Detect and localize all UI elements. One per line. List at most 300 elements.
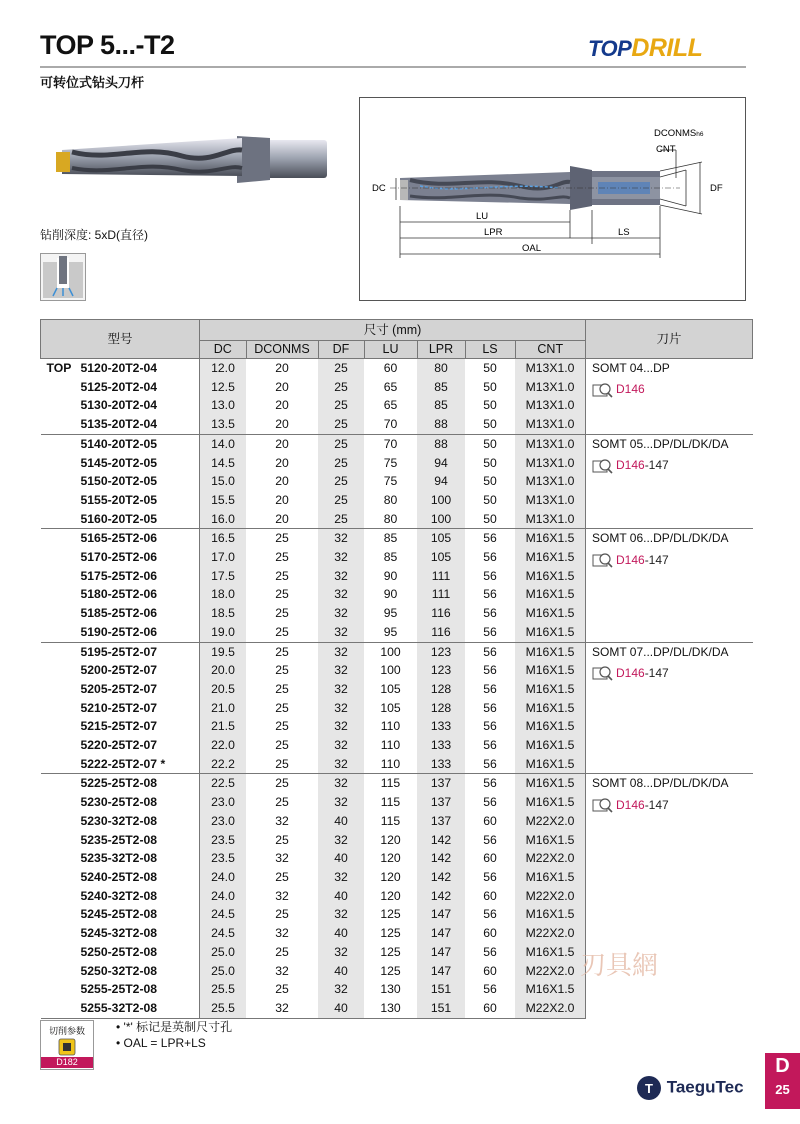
cell-cnt: M16X1.5 xyxy=(515,661,586,680)
cell-df: 32 xyxy=(318,642,364,661)
model-code: 5235-25T2-08 xyxy=(80,832,158,847)
cell-cnt: M16X1.5 xyxy=(515,717,586,736)
cell-ls: 50 xyxy=(483,455,497,470)
model-code: 5225-25T2-08 xyxy=(80,776,158,791)
model-cell xyxy=(41,793,200,812)
model-cell xyxy=(41,699,200,718)
model-cell xyxy=(41,510,200,529)
cell-cnt: M22X2.0 xyxy=(515,924,586,943)
cell-ls: 60 xyxy=(483,888,497,903)
cell-cnt: M16X1.5 xyxy=(515,736,586,755)
cell-lpr: 147 xyxy=(417,962,465,981)
model-code: 5190-25T2-06 xyxy=(80,624,158,639)
section-letter: D xyxy=(775,1055,790,1077)
taegutec-emblem-icon xyxy=(636,1075,662,1101)
cell-df: 25 xyxy=(318,378,364,397)
cell-cnt: M13X1.0 xyxy=(515,396,586,415)
column-header-dconms: DCONMS xyxy=(246,341,318,359)
brand-top: TOP xyxy=(588,36,632,61)
cell-lpr: 137 xyxy=(417,812,465,831)
cell-dconms: 25 xyxy=(275,795,289,810)
cell-ls: 60 xyxy=(465,999,515,1018)
model-code: 5130-20T2-04 xyxy=(80,398,158,413)
topdrill-logo xyxy=(588,34,702,63)
cell-dc: 12.5 xyxy=(200,378,247,397)
model-code: 5230-32T2-08 xyxy=(80,813,158,828)
cell-lu: 120 xyxy=(380,888,401,903)
cell-ls: 50 xyxy=(483,379,497,394)
cell-lu: 115 xyxy=(380,795,401,810)
insert-ref[interactable] xyxy=(592,793,753,817)
cell-cnt: M16X1.5 xyxy=(515,680,586,699)
cell-dc: 22.5 xyxy=(200,774,247,793)
cell-dconms: 25 xyxy=(275,606,289,621)
cell-lpr: 151 xyxy=(417,999,465,1018)
cell-cnt: M13X1.0 xyxy=(515,359,586,378)
cell-lpr: 88 xyxy=(417,434,465,453)
cell-dc: 12.0 xyxy=(200,359,247,378)
insert-ref[interactable] xyxy=(592,661,753,685)
insert-ref[interactable] xyxy=(592,548,753,572)
cell-df: 32 xyxy=(318,680,364,699)
cell-df: 32 xyxy=(318,755,364,774)
cell-dc: 21.0 xyxy=(200,699,247,718)
cell-lpr: 111 xyxy=(417,585,465,604)
cell-dc: 20.0 xyxy=(200,661,247,680)
cell-lpr: 137 xyxy=(417,793,465,812)
cell-lpr: 105 xyxy=(417,548,465,567)
cutting-params-box xyxy=(40,1020,94,1070)
cell-lpr: 142 xyxy=(417,831,465,850)
model-cell xyxy=(41,755,200,774)
cell-lpr: 123 xyxy=(417,661,465,680)
cell-dconms: 20 xyxy=(275,474,289,489)
magnifier-book-icon xyxy=(592,382,614,398)
cell-lpr: 116 xyxy=(417,623,465,642)
brand-drill: DRILL xyxy=(631,34,703,62)
insert-name: SOMT 04...DP xyxy=(592,361,670,375)
cell-lu: 75 xyxy=(383,474,398,489)
cell-dc: 19.0 xyxy=(200,623,247,642)
cell-cnt: M16X1.5 xyxy=(515,548,586,567)
cell-df: 32 xyxy=(318,548,364,567)
cell-dc: 18.0 xyxy=(200,585,247,604)
cell-lu: 80 xyxy=(383,511,398,526)
cell-lpr: 80 xyxy=(417,359,465,378)
model-code: 5240-25T2-08 xyxy=(80,869,158,884)
cell-dc: 16.0 xyxy=(200,510,247,529)
cell-df: 40 xyxy=(318,962,364,981)
cell-dc: 22.0 xyxy=(200,736,247,755)
model-cell xyxy=(41,491,200,510)
label-oal: OAL xyxy=(522,243,542,254)
cell-dconms: 25 xyxy=(246,774,318,793)
cell-ls: 56 xyxy=(483,663,497,678)
drilling-depth-note: 钻削深度: 5xD(直径) xyxy=(40,228,149,242)
cell-lu: 115 xyxy=(380,813,401,828)
cell-lu: 130 xyxy=(364,999,417,1018)
model-code: 5150-20T2-05 xyxy=(80,474,158,489)
cell-df: 32 xyxy=(318,905,364,924)
cell-dconms: 25 xyxy=(246,529,318,548)
model-code: 5220-25T2-07 xyxy=(80,738,158,753)
cell-ls: 56 xyxy=(483,700,497,715)
cell-dconms: 25 xyxy=(275,756,289,771)
cell-lpr: 111 xyxy=(417,567,465,586)
model-cell xyxy=(41,548,200,567)
cell-cnt: M16X1.5 xyxy=(515,905,586,924)
cell-lpr: 133 xyxy=(417,736,465,755)
cell-lu: 85 xyxy=(383,550,398,565)
model-code: 5185-25T2-06 xyxy=(80,606,158,621)
cell-lu: 80 xyxy=(383,492,398,507)
cell-df: 32 xyxy=(318,736,364,755)
insert-icon xyxy=(56,152,70,172)
model-code: 5255-32T2-08 xyxy=(80,1000,158,1015)
cell-dc: 25.0 xyxy=(200,943,247,962)
model-code: 5215-25T2-07 xyxy=(80,719,158,734)
cell-dc: 25.0 xyxy=(200,962,247,981)
model-cell xyxy=(41,924,200,943)
insert-ref-range: -147 xyxy=(644,797,669,812)
insert-ref[interactable] xyxy=(592,378,753,402)
cell-dconms: 32 xyxy=(275,851,289,866)
label-lpr: LPR xyxy=(484,227,503,238)
cell-dc: 23.5 xyxy=(200,849,247,868)
cell-lu: 75 xyxy=(383,455,398,470)
cell-dconms: 25 xyxy=(275,832,289,847)
cell-lu: 60 xyxy=(383,361,398,375)
model-code: 5235-32T2-08 xyxy=(80,851,158,866)
cell-dc: 24.5 xyxy=(200,905,247,924)
cell-dconms: 25 xyxy=(275,869,289,884)
dimension-diagram xyxy=(359,97,746,301)
cell-df: 32 xyxy=(318,604,364,623)
cell-df: 40 xyxy=(318,849,364,868)
cell-dc: 14.0 xyxy=(200,434,247,453)
column-header-dc: DC xyxy=(200,341,247,359)
label-ls: LS xyxy=(618,227,630,238)
cell-lu: 110 xyxy=(380,756,401,771)
cell-cnt: M16X1.5 xyxy=(515,774,586,793)
cell-dc: 13.5 xyxy=(200,415,247,434)
model-code: 5250-25T2-08 xyxy=(80,944,158,959)
cell-df: 32 xyxy=(318,793,364,812)
cell-lu: 130 xyxy=(380,982,401,997)
cell-lpr: 94 xyxy=(417,472,465,491)
model-code: 5135-20T2-04 xyxy=(80,417,158,432)
cell-df: 32 xyxy=(318,567,364,586)
cell-lu: 95 xyxy=(383,624,398,639)
model-cell xyxy=(41,434,200,453)
model-cell xyxy=(41,567,200,586)
cell-ls: 50 xyxy=(483,417,497,432)
cell-ls: 56 xyxy=(483,832,497,847)
page-title: TOP 5...-T2 xyxy=(40,30,175,60)
model-code: 5255-25T2-08 xyxy=(80,982,158,997)
model-cell xyxy=(41,831,200,850)
cell-ls: 56 xyxy=(483,738,497,753)
cell-ls: 56 xyxy=(483,907,497,922)
cell-df: 32 xyxy=(318,717,364,736)
cell-dconms: 20 xyxy=(275,511,289,526)
insert-ref-range: -147 xyxy=(644,458,669,473)
model-code: 5195-25T2-07 xyxy=(80,644,158,659)
cell-ls: 56 xyxy=(483,606,497,621)
label-df: DF xyxy=(710,183,723,194)
cell-df: 25 xyxy=(318,491,364,510)
cell-dconms: 32 xyxy=(275,888,289,903)
cell-dconms: 20 xyxy=(275,379,289,394)
cell-dc: 21.5 xyxy=(200,717,247,736)
insert-ref-range: -147 xyxy=(644,665,669,680)
model-cell xyxy=(41,774,200,793)
model-cell xyxy=(41,472,200,491)
taegutec-logo xyxy=(636,1075,744,1101)
cell-df: 32 xyxy=(318,943,364,962)
model-code: 5160-20T2-05 xyxy=(80,511,158,526)
insert-ref[interactable] xyxy=(592,454,753,478)
cell-dconms: 20 xyxy=(275,361,289,375)
cell-lu: 125 xyxy=(380,907,401,922)
cell-ls: 56 xyxy=(483,869,497,884)
cell-lpr: 128 xyxy=(417,699,465,718)
cell-lpr: 151 xyxy=(417,980,465,999)
watermark: 刃具網 xyxy=(580,950,659,980)
cell-df: 32 xyxy=(318,623,364,642)
cell-cnt: M16X1.5 xyxy=(515,755,586,774)
insert-ref-code: D146 xyxy=(616,458,645,473)
model-code: 5230-25T2-08 xyxy=(80,795,158,810)
cell-dc: 17.5 xyxy=(200,567,247,586)
cell-dconms: 20 xyxy=(275,398,289,413)
cell-cnt: M13X1.0 xyxy=(515,510,586,529)
cell-cnt: M16X1.5 xyxy=(515,793,586,812)
cell-dc: 13.0 xyxy=(200,396,247,415)
note-imperial: • '*' 标记是英制尺寸孔 xyxy=(116,1020,233,1034)
insert-ref-range: -147 xyxy=(644,552,669,567)
cell-lu: 110 xyxy=(380,719,401,734)
header-insert: 刀片 xyxy=(586,320,753,359)
cell-lpr: 88 xyxy=(417,415,465,434)
header-dims: 尺寸 (mm) xyxy=(200,320,586,341)
cell-df: 40 xyxy=(318,999,364,1018)
cell-cnt: M16X1.5 xyxy=(515,585,586,604)
cell-lpr: 147 xyxy=(417,905,465,924)
cell-ls: 50 xyxy=(483,511,497,526)
table-row xyxy=(41,642,753,661)
cell-cnt: M13X1.0 xyxy=(515,434,586,453)
model-code: 5245-32T2-08 xyxy=(80,926,158,941)
table-row xyxy=(41,529,753,548)
cell-dconms: 20 xyxy=(275,492,289,507)
model-code: 5145-20T2-05 xyxy=(80,455,158,470)
cell-cnt: M22X2.0 xyxy=(515,887,586,906)
cell-df: 32 xyxy=(318,661,364,680)
cell-cnt: M16X1.5 xyxy=(515,529,586,548)
magnifier-book-icon xyxy=(592,552,614,568)
cell-dc: 17.0 xyxy=(200,548,247,567)
drill-tool-photo xyxy=(52,128,332,198)
insert-ref-code: D146 xyxy=(616,797,645,812)
cell-lu: 120 xyxy=(380,869,401,884)
table-row xyxy=(41,359,753,378)
label-dc: DC xyxy=(372,183,386,194)
model-cell xyxy=(41,585,200,604)
cell-ls: 60 xyxy=(483,926,497,941)
model-code: 5180-25T2-06 xyxy=(80,587,158,602)
cell-lpr: 94 xyxy=(417,454,465,473)
cell-dconms: 25 xyxy=(246,642,318,661)
model-code: 5165-25T2-06 xyxy=(80,531,158,546)
cell-cnt: M16X1.5 xyxy=(515,623,586,642)
cell-lpr: 100 xyxy=(417,510,465,529)
cell-df: 40 xyxy=(318,887,364,906)
model-code: 5170-25T2-06 xyxy=(80,550,158,565)
cell-lpr: 85 xyxy=(417,396,465,415)
insert-name: SOMT 08...DP/DL/DK/DA xyxy=(592,776,729,791)
cell-cnt: M13X1.0 xyxy=(515,378,586,397)
cell-cnt: M13X1.0 xyxy=(515,415,586,434)
company-name: TaeguTec xyxy=(666,1077,744,1097)
model-cell xyxy=(41,604,200,623)
insert-ref-code: D146 xyxy=(616,382,645,397)
cell-cnt: M22X2.0 xyxy=(515,812,586,831)
model-cell xyxy=(41,812,200,831)
cell-lu: 105 xyxy=(380,700,401,715)
cell-df: 25 xyxy=(318,472,364,491)
cell-lpr: 116 xyxy=(417,604,465,623)
cell-df: 25 xyxy=(318,454,364,473)
column-header-ls: LS xyxy=(465,341,515,359)
cell-dc: 19.5 xyxy=(200,642,247,661)
model-cell xyxy=(41,680,200,699)
cell-dc: 23.0 xyxy=(200,812,247,831)
model-cell xyxy=(41,454,200,473)
model-cell xyxy=(41,642,200,661)
cell-cnt: M22X2.0 xyxy=(515,962,586,981)
cell-cnt: M16X1.5 xyxy=(515,567,586,586)
magnifier-book-icon xyxy=(592,665,614,681)
cell-lu: 100 xyxy=(364,642,417,661)
cell-dconms: 25 xyxy=(275,982,289,997)
cell-dc: 16.5 xyxy=(200,529,247,548)
cell-ls: 56 xyxy=(483,719,497,734)
cell-ls: 56 xyxy=(483,681,497,696)
cell-lu: 90 xyxy=(383,568,398,583)
model-code: 5125-20T2-04 xyxy=(80,379,158,394)
cell-ls: 56 xyxy=(483,568,497,583)
model-cell xyxy=(41,980,200,999)
model-code: 5155-20T2-05 xyxy=(80,492,158,507)
footer-notes xyxy=(116,1019,232,1051)
cell-cnt: M13X1.0 xyxy=(515,472,586,491)
label-lu: LU xyxy=(476,211,489,222)
cell-df: 32 xyxy=(318,585,364,604)
cell-dconms: 25 xyxy=(275,738,289,753)
model-cell xyxy=(41,717,200,736)
cell-lu: 70 xyxy=(364,434,417,453)
model-cell xyxy=(41,962,200,981)
cell-dc: 14.5 xyxy=(200,454,247,473)
cell-lu: 125 xyxy=(380,926,401,941)
insert-cell xyxy=(586,359,753,435)
model-cell xyxy=(41,623,200,642)
header-model: 型号 xyxy=(41,320,200,359)
cell-lpr: 85 xyxy=(417,378,465,397)
cell-dconms: 32 xyxy=(275,813,289,828)
cell-lpr: 142 xyxy=(417,887,465,906)
cell-cnt: M13X1.0 xyxy=(515,491,586,510)
page-number: 25 xyxy=(775,1082,790,1097)
cell-lpr: 123 xyxy=(417,642,465,661)
model-cell xyxy=(41,396,200,415)
insert-cell xyxy=(586,434,753,529)
cell-ls: 50 xyxy=(483,398,497,413)
model-cell xyxy=(41,943,200,962)
cutting-params-label: 切削参数 xyxy=(48,1026,85,1036)
cell-ls: 56 xyxy=(465,529,515,548)
cell-dconms: 25 xyxy=(275,681,289,696)
cell-lpr: 147 xyxy=(417,924,465,943)
cell-dc: 24.0 xyxy=(200,868,247,887)
cell-dconms: 32 xyxy=(275,963,289,978)
column-header-lu: LU xyxy=(364,341,417,359)
cell-dconms: 20 xyxy=(275,455,289,470)
cell-lpr: 147 xyxy=(417,943,465,962)
cell-ls: 60 xyxy=(483,813,497,828)
cell-lu: 115 xyxy=(364,774,417,793)
cell-lu: 125 xyxy=(380,944,401,959)
cell-df: 25 xyxy=(318,396,364,415)
cell-df: 40 xyxy=(318,924,364,943)
cell-dconms: 20 xyxy=(275,417,289,432)
model-code: 5140-20T2-05 xyxy=(80,436,158,451)
label-cnt: CNT xyxy=(656,144,676,155)
cell-lu: 85 xyxy=(364,529,417,548)
insert-cell xyxy=(586,529,753,642)
cell-dconms: 25 xyxy=(275,550,289,565)
cell-dconms: 32 xyxy=(246,999,318,1018)
cell-lpr: 133 xyxy=(417,717,465,736)
cell-ls: 50 xyxy=(465,434,515,453)
model-cell xyxy=(41,661,200,680)
cell-cnt: M16X1.5 xyxy=(515,831,586,850)
model-code: 5200-25T2-07 xyxy=(80,663,158,678)
cell-df: 32 xyxy=(318,831,364,850)
model-cell xyxy=(41,415,200,434)
cell-df: 40 xyxy=(318,812,364,831)
cell-dc: 24.0 xyxy=(200,887,247,906)
page-subtitle: 可转位式钻头刀杆 xyxy=(40,75,145,90)
model-code: 5175-25T2-06 xyxy=(80,568,158,583)
cell-ls: 56 xyxy=(483,756,497,771)
insert-cell xyxy=(586,642,753,774)
cell-dc: 23.5 xyxy=(200,831,247,850)
cutting-params-ref: D182 xyxy=(41,1057,93,1068)
cell-lu: 95 xyxy=(383,606,398,621)
cell-cnt: M16X1.5 xyxy=(515,699,586,718)
model-code: 5245-25T2-08 xyxy=(80,907,158,922)
magnifier-book-icon xyxy=(592,458,614,474)
label-dconms: DCONMSh6 xyxy=(654,128,704,139)
cell-lpr: 100 xyxy=(417,491,465,510)
cell-lu: 70 xyxy=(383,417,398,432)
model-code: 5240-32T2-08 xyxy=(80,888,158,903)
cell-lu: 105 xyxy=(380,681,401,696)
model-code: 5120-20T2-04 xyxy=(80,361,158,375)
cell-lu: 120 xyxy=(380,832,401,847)
